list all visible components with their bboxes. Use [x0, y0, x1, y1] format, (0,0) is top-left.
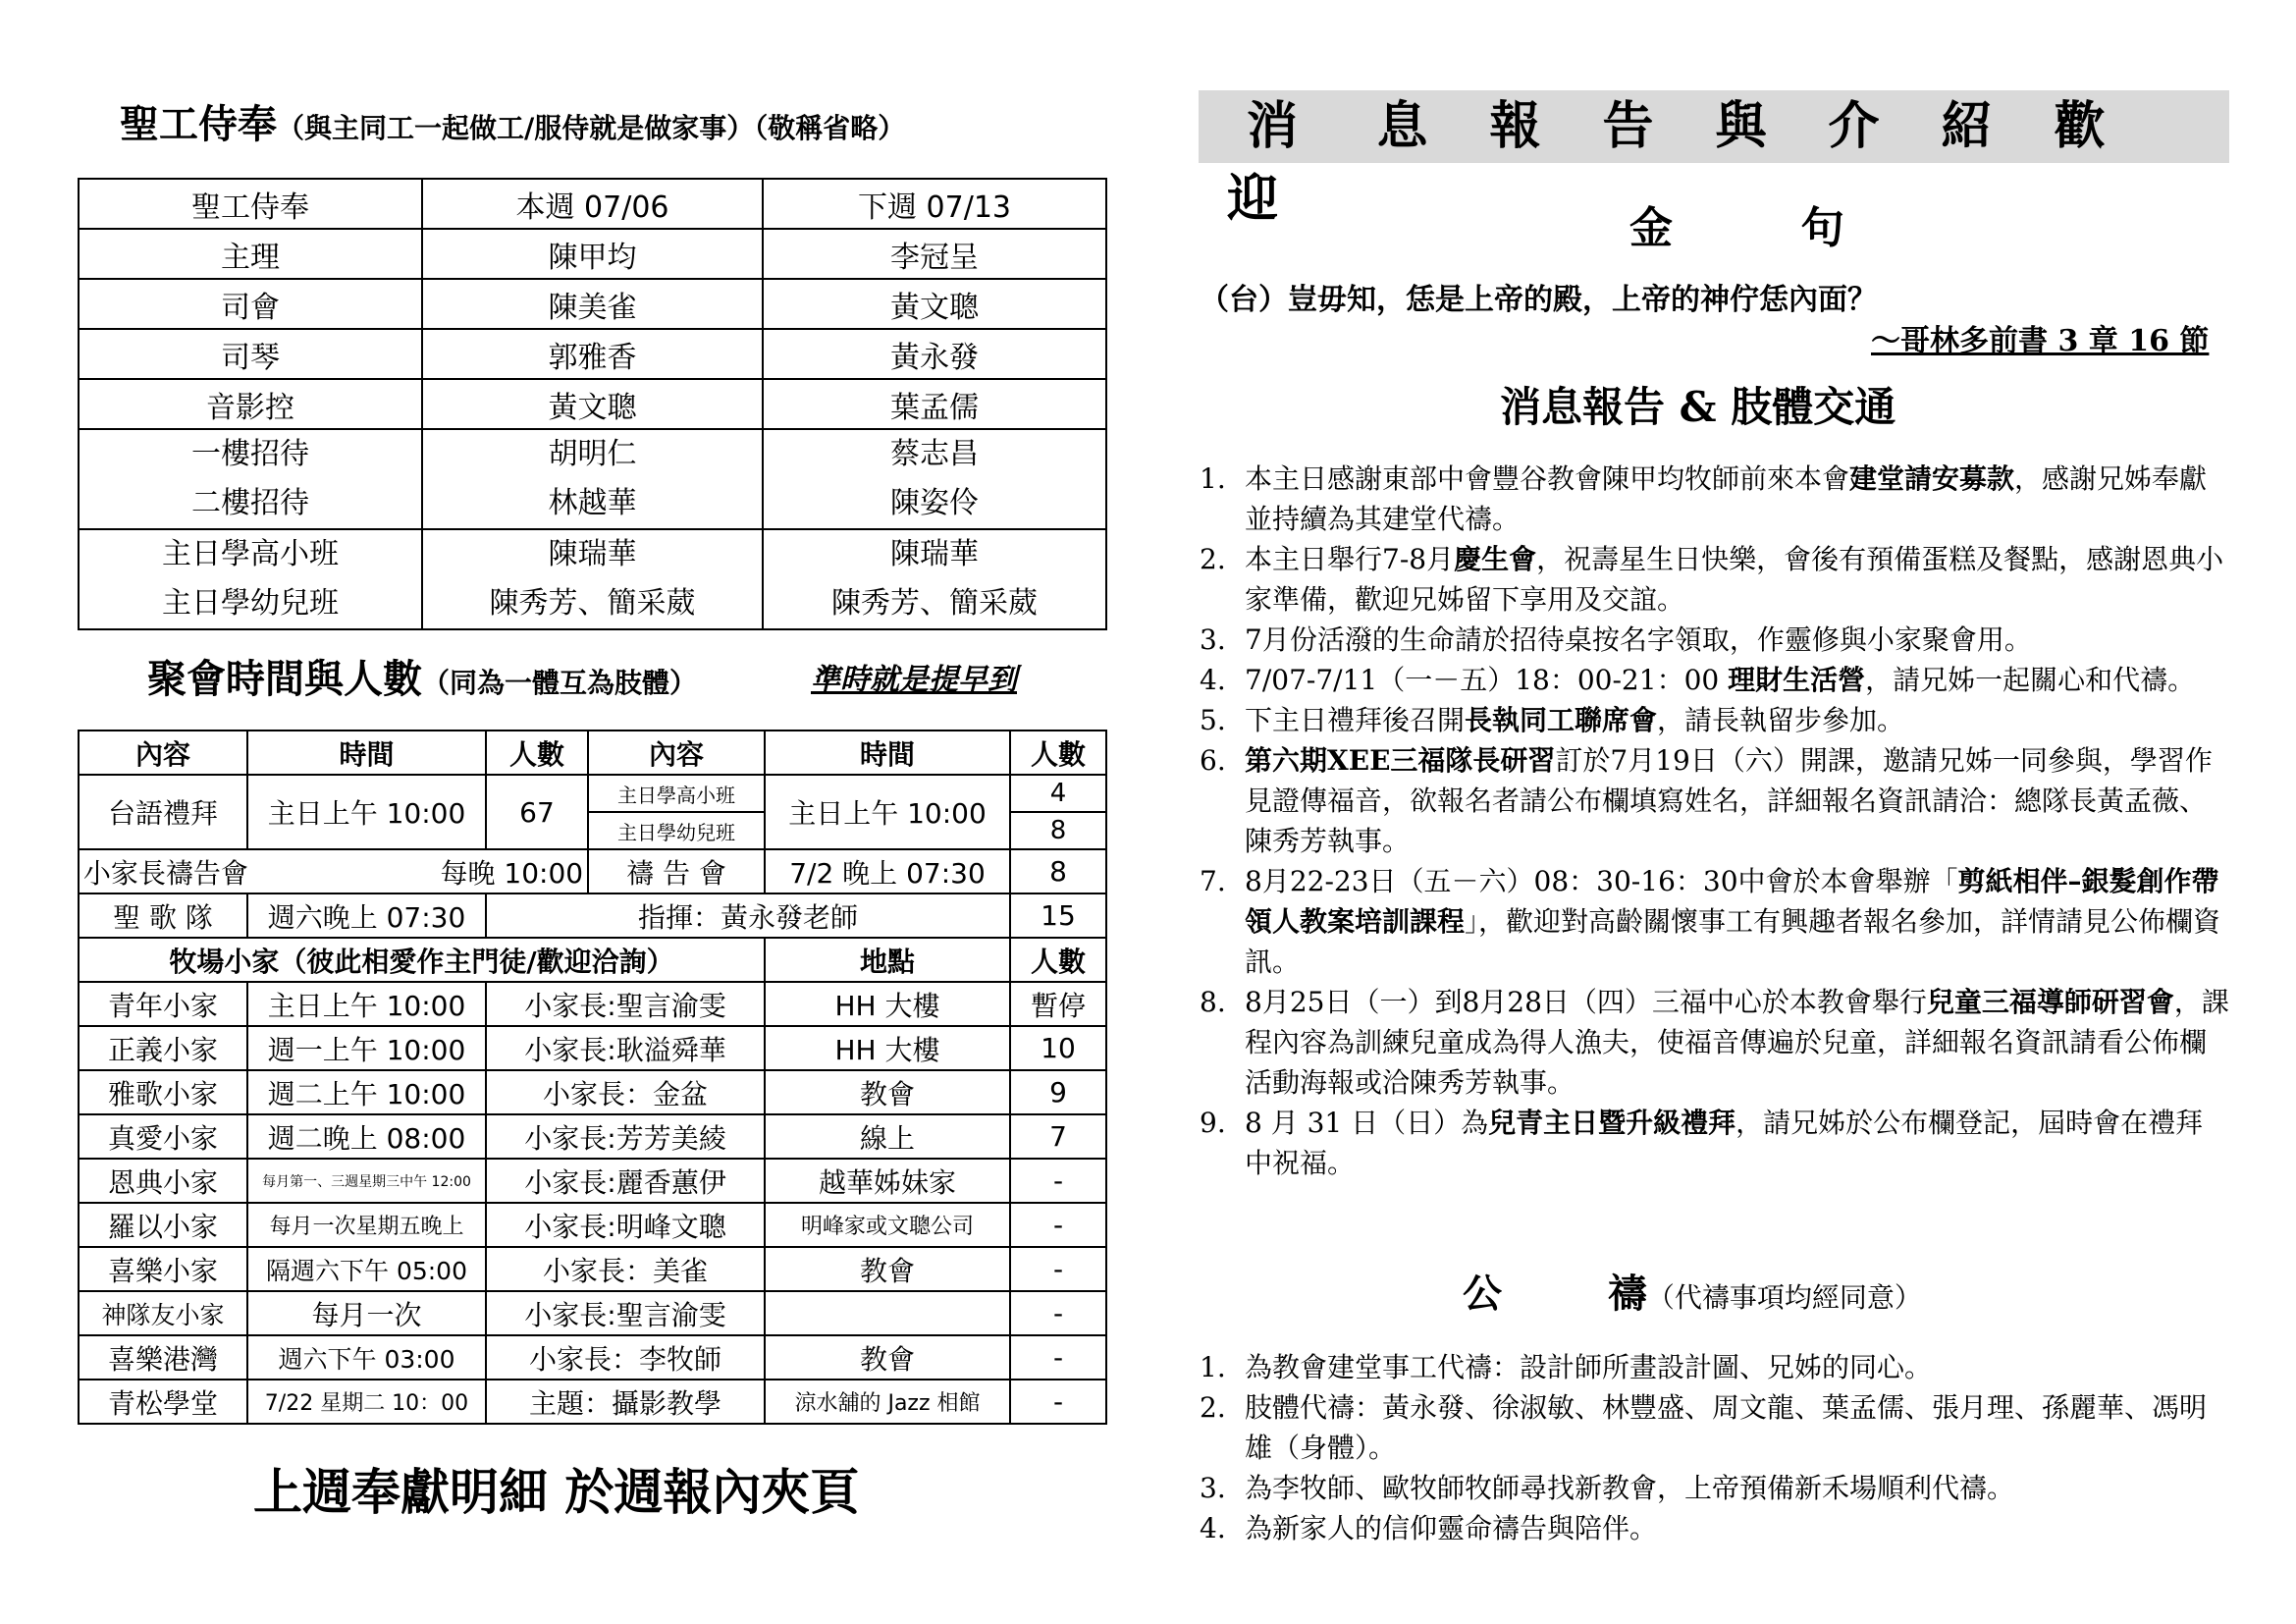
- group-count: -: [1010, 1291, 1106, 1335]
- news-item-text: 訂於7月19日（六）開課，邀請兄姊一同參與，學習作見證傳福音，欲報名者請公布欄填寫姓名，詳細報名資訊請洽：總隊長黃孟薇、陳秀芳執事。: [1245, 744, 2213, 857]
- group-count: -: [1010, 1380, 1106, 1424]
- banner-char: 迎: [1226, 169, 1278, 229]
- news-item-number: 8.: [1200, 986, 1226, 1018]
- meeting-time: 主日上午 10:00: [765, 775, 1010, 849]
- group-place: 線上: [765, 1114, 1010, 1159]
- meeting-title: 聚會時間與人數: [147, 648, 422, 704]
- name-text: 蔡志昌: [890, 437, 979, 471]
- news-banner: [1199, 90, 2229, 229]
- table-row: [79, 1380, 1106, 1424]
- service-section-title: [120, 93, 905, 149]
- meeting-count: 8: [1010, 849, 1106, 893]
- news-title-amp: &: [1665, 383, 1732, 431]
- table-row: [79, 429, 1106, 529]
- news-item: [1200, 740, 2230, 861]
- header-cell: 下週 07/13: [763, 179, 1106, 229]
- meeting-table: [78, 730, 1107, 1425]
- news-item-text: ，請兄姊於公布欄登記，屆時會在禮拜中祝福。: [1245, 1107, 2204, 1179]
- news-item-highlight: 慶生會: [1454, 543, 1537, 575]
- news-item-text: 7月份活潑的生命請於招待桌按名字領取，作靈修與小家聚會用。: [1245, 623, 2032, 656]
- prayer-title-char: 禱: [1608, 1263, 1647, 1319]
- group-time: 主日上午 10:00: [247, 982, 486, 1026]
- this-week-cell: 陳甲均: [422, 229, 763, 279]
- news-item-text: 本主日舉行7-8月: [1245, 543, 1455, 575]
- role-text: 主日學高小班: [162, 537, 339, 571]
- table-row: [79, 1114, 1106, 1159]
- prayer-item-number: 2.: [1200, 1391, 1226, 1424]
- news-list: [1200, 459, 2230, 1183]
- news-item-highlight: 長執同工聯席會: [1465, 704, 1658, 736]
- meeting-name: 主日學幼兒班: [588, 812, 765, 849]
- group-place: HH 大樓: [765, 1026, 1010, 1070]
- news-title-text: 消息報告: [1500, 375, 1665, 434]
- header-cell: 時間: [765, 731, 1010, 775]
- prayer-item: [1200, 1508, 2230, 1548]
- role-cell: 司會: [79, 279, 422, 329]
- news-item-highlight: 建堂請安募款: [1849, 462, 2015, 495]
- group-name: 喜樂小家: [79, 1247, 247, 1291]
- meeting-name: 聖 歌 隊: [79, 893, 247, 938]
- header-cell: 聖工侍奉: [79, 179, 422, 229]
- group-place: HH 大樓: [765, 982, 1010, 1026]
- next-week-cell: 李冠呈: [763, 229, 1106, 279]
- meeting-name: 禱 告 會: [588, 849, 765, 893]
- meeting-count: 67: [486, 775, 588, 849]
- service-title: 聖工侍奉: [120, 93, 277, 149]
- group-place: 教會: [765, 1247, 1010, 1291]
- this-week-cell: [422, 529, 763, 629]
- news-item-highlight: 剪紙相伴–銀髮創作帶領人教案培訓課程: [1245, 865, 2219, 938]
- group-count: -: [1010, 1203, 1106, 1247]
- table-row: [79, 1026, 1106, 1070]
- header-cell: 內容: [588, 731, 765, 775]
- news-item-number: 2.: [1200, 543, 1226, 575]
- prayer-item-text: 為李牧師、歐牧師牧師尋找新教會，上帝預備新禾場順利代禱。: [1245, 1472, 2015, 1504]
- role-cell: [79, 429, 422, 529]
- news-item: [1200, 660, 2230, 700]
- role-cell: 主理: [79, 229, 422, 279]
- this-week-cell: 黃文聰: [422, 379, 763, 429]
- banner-char: 告: [1602, 96, 1654, 156]
- group-name: 雅歌小家: [79, 1070, 247, 1114]
- prayer-item-number: 3.: [1200, 1472, 1226, 1504]
- group-time: 週二上午 10:00: [247, 1070, 486, 1114]
- meeting-section-title: [147, 648, 697, 704]
- news-item-number: 9.: [1200, 1107, 1226, 1139]
- group-name: 恩典小家: [79, 1159, 247, 1203]
- news-item-text: 本主日感謝東部中會豐谷教會陳甲均牧師前來本會: [1245, 462, 1850, 495]
- news-item-text: ，請兄姊一起關心和代禱。: [1865, 664, 2196, 696]
- prayer-item-text: 為新家人的信仰靈命禱告與陪伴。: [1245, 1512, 1658, 1544]
- banner-char: 紹: [1941, 96, 1993, 156]
- banner-char: 息: [1376, 96, 1428, 156]
- table-row: [79, 982, 1106, 1026]
- news-item-text: 7/07-7/11（一－五）18：00-21：00: [1245, 664, 1729, 696]
- news-item-text: ，感謝兄姊奉獻並持續為其建堂代禱。: [1245, 462, 2208, 535]
- name-text: 陳秀芳、簡采葳: [489, 586, 696, 621]
- news-title: [1500, 375, 1896, 434]
- news-item: [1200, 700, 2230, 740]
- prayer-list: [1200, 1347, 2230, 1548]
- table-row: [79, 279, 1106, 329]
- service-subtitle: （與主同工一起做工/服侍就是做家事）（敬稱省略）: [277, 112, 906, 144]
- prayer-item-text: 為教會建堂事工代禱：設計師所畫設計圖、兄姊的同心。: [1245, 1351, 1933, 1383]
- meeting-subtitle: （同為一體互為肢體）: [422, 667, 698, 699]
- verse-reference: ～哥林多前書 3 章 16 節: [1871, 324, 2210, 358]
- name-text: 胡明仁: [548, 437, 637, 471]
- header-cell: 本週 07/06: [422, 179, 763, 229]
- table-row: [79, 1247, 1106, 1291]
- table-row: [79, 1159, 1106, 1203]
- news-item-text: ，祝壽星生日快樂，會後有預備蛋糕及餐點，感謝恩典小家準備，歡迎兄姊留下享用及交誼。: [1245, 543, 2224, 616]
- news-item-text: 下主日禮拜後召開: [1245, 704, 1466, 736]
- news-item: [1200, 539, 2230, 620]
- role-text: 主日學幼兒班: [162, 586, 339, 621]
- next-week-cell: 葉孟儒: [763, 379, 1106, 429]
- news-item-text: 8月25日（一）到8月28日（四）三福中心於本教會舉行: [1245, 986, 1927, 1018]
- group-leader: 小家長：李牧師: [486, 1335, 765, 1380]
- service-table: [78, 178, 1107, 630]
- group-leader: 小家長:麗香蕙伊: [486, 1159, 765, 1203]
- banner-char: 報: [1489, 96, 1541, 156]
- banner-char: 歡: [2054, 96, 2106, 156]
- meeting-time: 主日上午 10:00: [247, 775, 486, 849]
- news-item-number: 5.: [1200, 704, 1226, 736]
- name-text: 陳姿伶: [890, 486, 979, 520]
- prayer-item: [1200, 1468, 2230, 1508]
- news-item-number: 7.: [1200, 865, 1226, 897]
- header-cell: 地點: [765, 938, 1010, 982]
- prayer-title-char: 公: [1463, 1263, 1502, 1319]
- group-name: 神隊友小家: [79, 1291, 247, 1335]
- table-row: [79, 229, 1106, 279]
- table-row: [79, 1291, 1106, 1335]
- next-week-cell: 黃永發: [763, 329, 1106, 379]
- table-row: [79, 1203, 1106, 1247]
- choir-leader: 指揮：黃永發老師: [486, 893, 1010, 938]
- this-week-cell: 郭雅香: [422, 329, 763, 379]
- group-count: -: [1010, 1335, 1106, 1380]
- table-row: [79, 379, 1106, 429]
- meeting-slogan: 準時就是提早到: [811, 663, 1017, 697]
- news-item-highlight: 第六期XEE三福隊長研習: [1245, 744, 1556, 777]
- news-item: [1200, 982, 2230, 1103]
- group-place: 涼水舖的 Jazz 相館: [765, 1380, 1010, 1424]
- meeting-count: 4: [1010, 775, 1106, 812]
- verse-title-char: 金: [1629, 192, 1673, 255]
- news-item-number: 6.: [1200, 744, 1226, 777]
- prayer-item: [1200, 1347, 2230, 1387]
- offering-notice: [253, 1453, 859, 1524]
- group-place: 越華姊妹家: [765, 1159, 1010, 1203]
- group-count: 10: [1010, 1026, 1106, 1070]
- table-row: [79, 1335, 1106, 1380]
- group-leader: 小家長:聖言渝雯: [486, 1291, 765, 1335]
- group-time: 週一上午 10:00: [247, 1026, 486, 1070]
- group-name: 喜樂港灣: [79, 1335, 247, 1380]
- this-week-cell: 陳美雀: [422, 279, 763, 329]
- prayer-item-text: 肢體代禱：黃永發、徐淑敏、林豐盛、周文龍、葉孟儒、張月理、孫麗華、馮明雄（身體）。: [1245, 1391, 2208, 1464]
- name-text: 陳瑞華: [890, 537, 979, 571]
- group-time: 隔週六下午 05:00: [247, 1247, 486, 1291]
- group-count: -: [1010, 1247, 1106, 1291]
- news-item: [1200, 620, 2230, 660]
- offering-rest: 於週報內夾頁: [548, 1463, 860, 1521]
- group-place: 教會: [765, 1335, 1010, 1380]
- group-place: [765, 1291, 1010, 1335]
- meeting-count: 8: [1010, 812, 1106, 849]
- group-time: 每月一次星期五晚上: [247, 1203, 486, 1247]
- group-name: 青年小家: [79, 982, 247, 1026]
- meeting-name: 主日學高小班: [588, 775, 765, 812]
- next-week-cell: [763, 529, 1106, 629]
- table-row: [79, 1070, 1106, 1114]
- offering-title: 上週奉獻明細: [253, 1453, 548, 1524]
- group-time: 每月一次: [247, 1291, 486, 1335]
- news-item-number: 1.: [1200, 462, 1226, 495]
- group-count: 9: [1010, 1070, 1106, 1114]
- group-name: 羅以小家: [79, 1203, 247, 1247]
- group-name: 真愛小家: [79, 1114, 247, 1159]
- role-cell: 音影控: [79, 379, 422, 429]
- role-text: 一樓招待: [191, 437, 309, 471]
- news-item-text: 」，歡迎對高齡關懷事工有興趣者報名參加，詳情請見公佈欄資訊。: [1245, 905, 2221, 978]
- header-cell: 人數: [486, 731, 588, 775]
- prayer-note: （代禱事項均經同意）: [1646, 1281, 1922, 1314]
- meeting-name: 台語禮拜: [79, 775, 247, 849]
- news-item-text: 8 月 31 日（日）為: [1245, 1107, 1489, 1139]
- news-item-highlight: 兒童三福導師研習會: [1926, 986, 2174, 1018]
- header-cell: 時間: [247, 731, 486, 775]
- group-name: 正義小家: [79, 1026, 247, 1070]
- news-item-text: ，課程內容為訓練兒童成為得人漁夫，使福音傳遍於兒童，詳細報名資訊請看公佈欄活動海報或洽陳秀芳執事。: [1245, 986, 2229, 1099]
- verse-text: （台）豈毋知，恁是上帝的殿，上帝的神佇恁內面？: [1200, 283, 1877, 317]
- table-row: [79, 849, 1106, 893]
- group-time: 每月第一、三週星期三中午 12:00: [247, 1159, 486, 1203]
- meeting-time: 每晚 10:00: [440, 856, 584, 890]
- prayer-title: [1463, 1263, 1922, 1319]
- role-text: 二樓招待: [191, 486, 309, 520]
- group-time: 週六下午 03:00: [247, 1335, 486, 1380]
- group-leader: 小家長:芳芳美綾: [486, 1114, 765, 1159]
- meeting-count: 15: [1010, 893, 1106, 938]
- group-count: -: [1010, 1159, 1106, 1203]
- news-item: [1200, 459, 2230, 539]
- next-week-cell: [763, 429, 1106, 529]
- table-row: [79, 775, 1106, 812]
- news-item-number: 3.: [1200, 623, 1226, 656]
- news-item-highlight: 理財生活營: [1728, 664, 1866, 696]
- group-count: 暫停: [1010, 982, 1106, 1026]
- group-leader: 小家長：金盆: [486, 1070, 765, 1114]
- table-row: [79, 329, 1106, 379]
- group-leader: 小家長:聖言渝雯: [486, 982, 765, 1026]
- group-count: 7: [1010, 1114, 1106, 1159]
- meeting-name: 小家長禱告會: [82, 856, 248, 890]
- news-item-highlight: 兒青主日暨升級禮拜: [1488, 1107, 1736, 1139]
- role-cell: [79, 529, 422, 629]
- banner-char: 消: [1246, 96, 1298, 156]
- prayer-meeting-cell: [79, 849, 588, 893]
- meeting-header-row: [79, 731, 1106, 775]
- verse-title-char: 句: [1801, 192, 1844, 255]
- header-cell: 人數: [1010, 938, 1106, 982]
- next-week-cell: 黃文聰: [763, 279, 1106, 329]
- group-leader: 主題：攝影教學: [486, 1380, 765, 1424]
- table-row: [79, 893, 1106, 938]
- group-place: 明峰家或文聰公司: [765, 1203, 1010, 1247]
- name-text: 陳瑞華: [548, 537, 637, 571]
- news-item: [1200, 1103, 2230, 1183]
- news-title-text2: 肢體交通: [1731, 375, 1896, 434]
- verse-title: [1629, 192, 1844, 255]
- group-leader: 小家長:明峰文聰: [486, 1203, 765, 1247]
- meeting-time: 週六晚上 07:30: [247, 893, 486, 938]
- header-cell: 內容: [79, 731, 247, 775]
- group-leader: 小家長：美雀: [486, 1247, 765, 1291]
- prayer-item-number: 4.: [1200, 1512, 1226, 1544]
- news-item: [1200, 861, 2230, 982]
- news-item-number: 4.: [1200, 664, 1226, 696]
- prayer-item-number: 1.: [1200, 1351, 1226, 1383]
- service-table-header: [79, 179, 1106, 229]
- table-row: [79, 529, 1106, 629]
- name-text: 陳秀芳、簡采葳: [831, 586, 1038, 621]
- group-time: 7/22 星期二 10：00: [247, 1380, 486, 1424]
- group-header-row: [79, 938, 1106, 982]
- role-cell: 司琴: [79, 329, 422, 379]
- meeting-time: 7/2 晚上 07:30: [765, 849, 1010, 893]
- banner-char: 介: [1828, 96, 1880, 156]
- name-text: 林越華: [548, 486, 637, 520]
- group-place: 教會: [765, 1070, 1010, 1114]
- header-cell: 牧場小家（彼此相愛作主門徒/歡迎洽詢）: [79, 938, 765, 982]
- this-week-cell: [422, 429, 763, 529]
- news-item-text: 8月22-23日（五－六）08：30-16：30中會於本會舉辦「: [1245, 865, 1958, 897]
- news-item-text: ，請長執留步參加。: [1657, 704, 1905, 736]
- banner-char: 與: [1715, 96, 1767, 156]
- header-cell: 人數: [1010, 731, 1106, 775]
- group-name: 青松學堂: [79, 1380, 247, 1424]
- group-leader: 小家長:耿溢舜華: [486, 1026, 765, 1070]
- prayer-item: [1200, 1387, 2230, 1468]
- group-time: 週二晚上 08:00: [247, 1114, 486, 1159]
